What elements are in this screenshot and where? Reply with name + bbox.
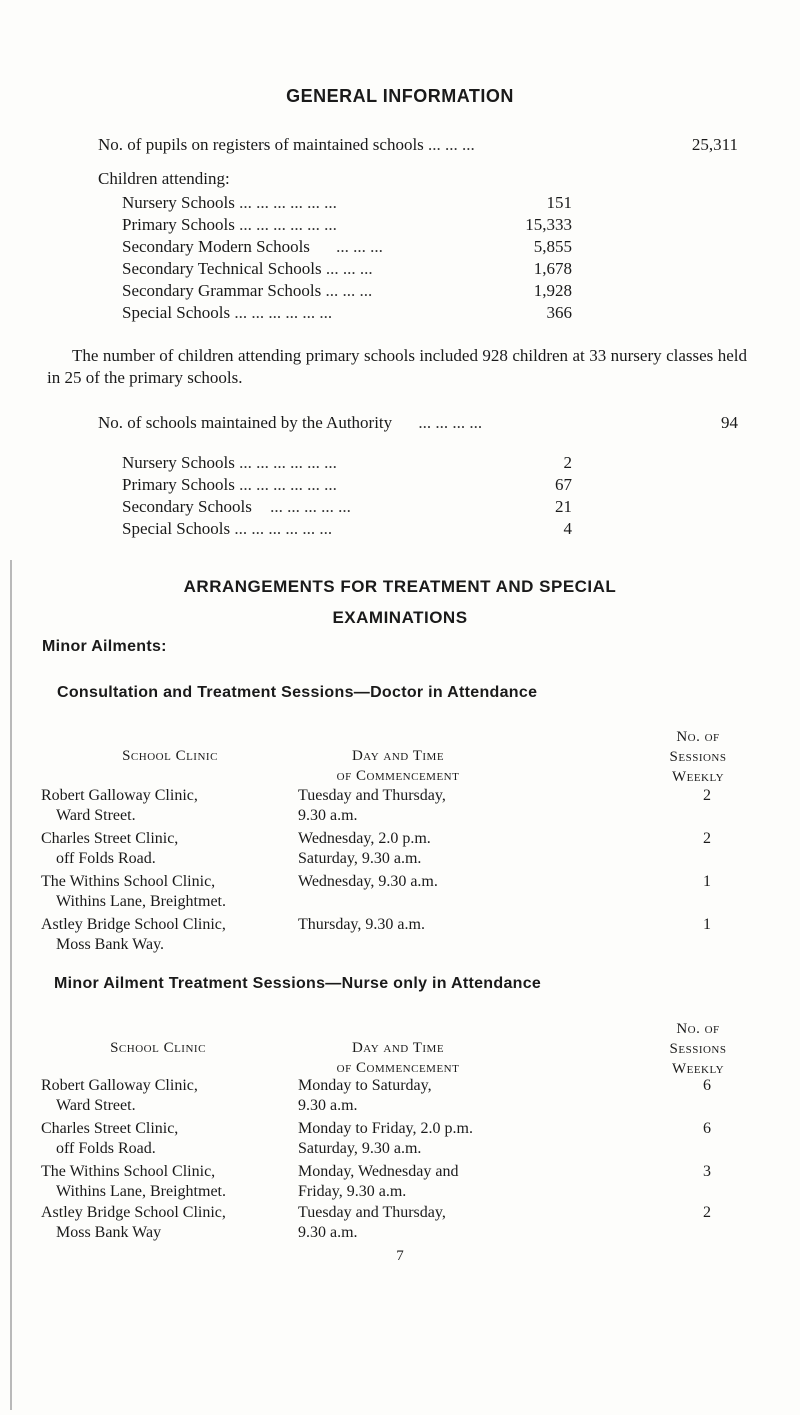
pupils-row (122, 193, 572, 213)
day-time: Monday, Wednesday and (298, 1163, 459, 1180)
leader-dots: ... ... ... ... ... (270, 497, 351, 516)
day-time: Monday to Friday, 2.0 p.m. (298, 1120, 473, 1137)
clinic-name: Charles Street Clinic, (41, 830, 179, 847)
sessions-count: 2 (703, 830, 711, 847)
col-day-time-line2: of Commencement (336, 1060, 460, 1076)
clinic-address: Withins Lane, Breightmet. (56, 893, 226, 910)
page-edge (10, 560, 12, 1410)
arrangements-heading-line1: ARRANGEMENTS FOR TREATMENT AND SPECIAL (183, 577, 617, 596)
row-value: 366 (546, 303, 572, 322)
row-value: 15,333 (525, 215, 572, 234)
pupils-row (122, 259, 572, 279)
clinic-name: Robert Galloway Clinic, (41, 787, 198, 804)
pupils-total-row (98, 135, 738, 155)
day-time: Wednesday, 9.30 a.m. (298, 873, 438, 890)
pupils-total-value: 25,311 (691, 135, 738, 154)
row-label: Special Schools (122, 303, 231, 322)
sessions-count: 3 (703, 1163, 711, 1180)
schools-total-label: No. of schools maintained by the Authority (98, 413, 393, 432)
leader-dots: ... ... ... (325, 259, 373, 278)
leader-dots: ... ... ... (428, 135, 475, 154)
day-time-cont: Saturday, 9.30 a.m. (298, 1140, 422, 1157)
row-label: Secondary Schools (122, 497, 252, 516)
clinic-name: Astley Bridge School Clinic, (41, 1204, 226, 1221)
clinic-address: Moss Bank Way (56, 1224, 162, 1241)
row-label: Secondary Technical Schools (122, 259, 322, 278)
row-label: Secondary Grammar Schools (122, 281, 322, 300)
col-day-time (278, 1038, 518, 1078)
clinic-address: off Folds Road. (56, 850, 156, 867)
clinic-name: The Withins School Clinic, (41, 873, 216, 890)
clinic-name: Charles Street Clinic, (41, 1120, 179, 1137)
day-time-cont: Saturday, 9.30 a.m. (298, 850, 422, 867)
day-time: Wednesday, 2.0 p.m. (298, 830, 431, 847)
row-label: Primary Schools (122, 215, 235, 234)
col-sessions-line2: Sessions (669, 749, 727, 765)
leader-dots: ... ... ... ... (418, 413, 483, 432)
schools-row (122, 497, 572, 517)
col-school-clinic: School Clinic (110, 1040, 206, 1056)
pupils-total-label: No. of pupils on registers of maintained schools (98, 135, 424, 154)
day-time: Monday to Saturday, (298, 1077, 432, 1094)
doctor-table-heading: Consultation and Treatment Sessions—Doctor in Attendance (57, 684, 538, 701)
clinic-address: Withins Lane, Breightmet. (56, 1183, 226, 1200)
col-sessions-line3: Weekly (671, 1061, 725, 1077)
day-time: Tuesday and Thursday, (298, 787, 446, 804)
col-day-time-line1: Day and Time (351, 1040, 445, 1056)
col-sessions-line1: No. of (676, 729, 720, 745)
leader-dots: ... ... ... ... ... ... (239, 193, 337, 212)
pupils-row (122, 237, 572, 257)
schools-row (122, 519, 572, 539)
day-time-cont: 9.30 a.m. (298, 1097, 358, 1114)
sessions-count: 6 (703, 1077, 711, 1094)
nursery-classes-paragraph: The number of children attending primary schools included 928 children at 33 nursery classes held in 25 of the primary schools. (47, 346, 747, 387)
sessions-count: 1 (703, 873, 711, 890)
clinic-name: The Withins School Clinic, (41, 1163, 216, 1180)
col-day-time (278, 746, 518, 786)
day-time: Thursday, 9.30 a.m. (298, 916, 425, 933)
clinic-address: off Folds Road. (56, 1140, 156, 1157)
row-label: Special Schools (122, 519, 231, 538)
sessions-count: 1 (703, 916, 711, 933)
schools-row (122, 453, 572, 473)
row-value: 151 (546, 193, 572, 212)
row-value: 2 (563, 453, 572, 472)
leader-dots: ... ... ... ... ... ... (239, 475, 337, 494)
clinic-name: Robert Galloway Clinic, (41, 1077, 198, 1094)
nurse-table-heading: Minor Ailment Treatment Sessions—Nurse only in Attendance (54, 975, 542, 992)
clinic-address: Ward Street. (56, 1097, 136, 1114)
row-value: 1,928 (533, 281, 572, 300)
row-value: 4 (563, 519, 572, 538)
col-school-clinic: School Clinic (122, 748, 218, 764)
leader-dots: ... ... ... ... ... ... (234, 519, 333, 538)
day-time: Tuesday and Thursday, (298, 1204, 446, 1221)
arrangements-heading-line2: EXAMINATIONS (332, 608, 468, 627)
row-label: Secondary Modern Schools (122, 237, 310, 256)
row-label: Primary Schools (122, 475, 235, 494)
leader-dots: ... ... ... (336, 237, 383, 256)
leader-dots: ... ... ... ... ... ... (234, 303, 333, 322)
clinic-address: Moss Bank Way. (56, 936, 165, 953)
row-value: 5,855 (533, 237, 572, 256)
row-value: 1,678 (533, 259, 572, 278)
col-sessions (638, 1019, 758, 1079)
col-sessions-line3: Weekly (671, 769, 725, 785)
minor-ailments-label: Minor Ailments: (42, 638, 167, 655)
clinic-name: Astley Bridge School Clinic, (41, 916, 226, 933)
pupils-row (122, 215, 572, 235)
row-label: Nursery Schools (122, 193, 235, 212)
sessions-count: 6 (703, 1120, 711, 1137)
pupils-row (122, 281, 572, 301)
pupils-row (122, 303, 572, 323)
day-time-cont: 9.30 a.m. (298, 807, 358, 824)
page-number: 7 (396, 1248, 404, 1264)
schools-total-value: 94 (721, 413, 738, 432)
schools-row (122, 475, 572, 495)
sessions-count: 2 (703, 1204, 711, 1221)
schools-total-row (98, 413, 738, 433)
row-value: 21 (555, 497, 572, 516)
clinic-address: Ward Street. (56, 807, 136, 824)
leader-dots: ... ... ... (325, 281, 373, 300)
row-label: Nursery Schools (122, 453, 235, 472)
children-attending-heading: Children attending: (98, 169, 230, 188)
page-title: GENERAL INFORMATION (286, 86, 514, 106)
sessions-count: 2 (703, 787, 711, 804)
day-time-cont: Friday, 9.30 a.m. (298, 1183, 407, 1200)
col-day-time-line2: of Commencement (336, 768, 460, 784)
day-time-cont: 9.30 a.m. (298, 1224, 358, 1241)
leader-dots: ... ... ... ... ... ... (239, 453, 337, 472)
leader-dots: ... ... ... ... ... ... (239, 215, 337, 234)
col-sessions-line2: Sessions (669, 1041, 727, 1057)
row-value: 67 (555, 475, 572, 494)
col-day-time-line1: Day and Time (351, 748, 445, 764)
col-sessions (638, 727, 758, 787)
col-sessions-line1: No. of (676, 1021, 720, 1037)
